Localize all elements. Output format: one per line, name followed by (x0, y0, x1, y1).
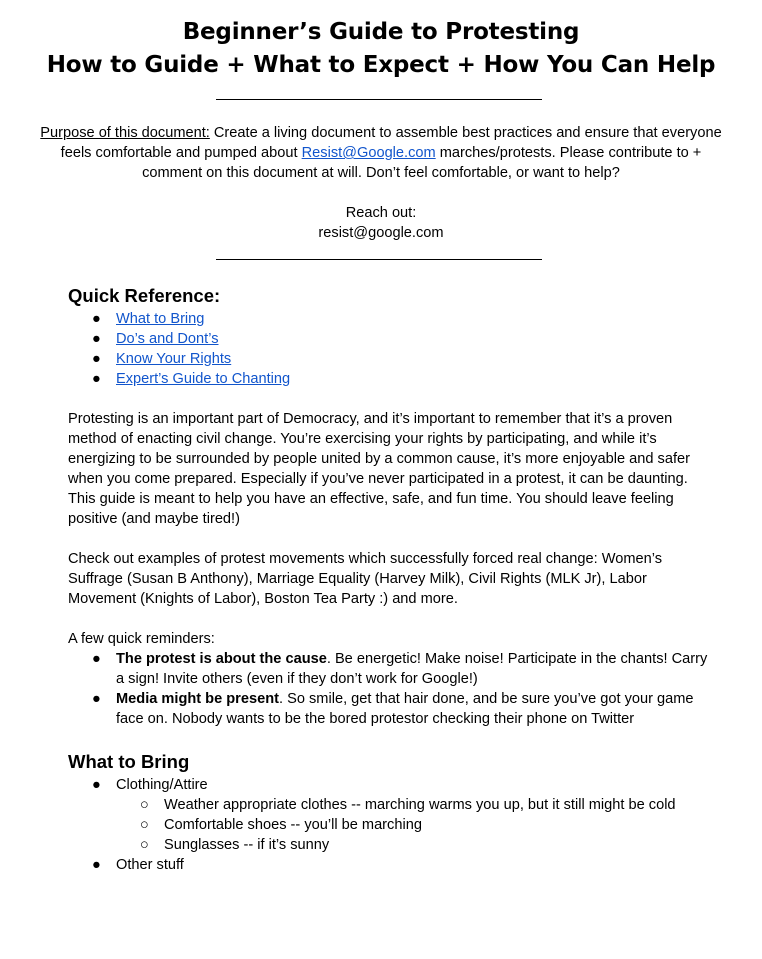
bullet-icon: ● (92, 777, 101, 793)
what-to-bring-list-1 (68, 775, 708, 795)
purpose-label: Purpose of this document: (40, 125, 210, 141)
purpose-text-1: Create a living document to assemble best practices and ensure that everyone feels comfortable and pumped about (60, 125, 722, 161)
bullet-icon: ● (92, 331, 101, 347)
bullet-icon: ● (92, 351, 101, 367)
purpose-paragraph (40, 123, 722, 183)
clothing-item-label: Comfortable shoes -- you’ll be marching (164, 817, 422, 833)
reminders-list (68, 649, 708, 729)
bring-category (68, 775, 708, 795)
what-to-bring-list-2 (68, 855, 708, 875)
clothing-item (68, 795, 708, 815)
document-subtitle: How to Guide + What to Expect + How You Can Help (46, 52, 716, 78)
divider-top (216, 99, 542, 100)
sub-bullet-icon: ○ (140, 837, 149, 853)
document-title: Beginner’s Guide to Protesting (182, 19, 580, 45)
reach-out-label: Reach out: (345, 205, 417, 221)
quick-ref-item (68, 309, 708, 329)
quick-ref-link-chanting-guide[interactable]: Expert’s Guide to Chanting (116, 371, 291, 387)
sub-bullet-icon: ○ (140, 797, 149, 813)
quick-reference-heading: Quick Reference: (68, 285, 221, 306)
quick-ref-item (68, 369, 708, 389)
quick-reference-list (68, 309, 708, 389)
clothing-item (68, 815, 708, 835)
bring-category (68, 855, 708, 875)
intro-paragraph: Protesting is an important part of Democracy, and it’s important to remember that it’s a proven method of enacting civil change. You’re exercising your rights by participating, and while it’s energizing to be surrounded by people united by a common cause, it’s more enjoyable and safer when you come prepared. Especially if you’ve never participated in a protest, it can be daunting. This guide is meant to help you have an effective, safe, and fun time. You should leave feeling positive (and maybe tired!) (68, 411, 690, 527)
quick-ref-item (68, 349, 708, 369)
clothing-item-label: Sunglasses -- if it’s sunny (164, 837, 330, 853)
reminder-bold: The protest is about the cause (116, 651, 327, 667)
divider-bottom (216, 259, 542, 260)
resist-email-link[interactable]: Resist@Google.com (301, 145, 436, 161)
purpose-text-2: marches/protests. Please contribute to + comment on this document at will. Don’t feel comfortable, or want to help? (142, 145, 702, 181)
bullet-icon: ● (92, 691, 101, 707)
bullet-icon: ● (92, 857, 101, 873)
contact-email: resist@google.com (318, 225, 444, 241)
reminder-text: . Be energetic! Make noise! Participate in the chants! Carry a sign! Invite others (even if they don’t work for Google!) (116, 651, 708, 687)
bring-category-label: Other stuff (116, 857, 184, 873)
reminder-bold: Media might be present (116, 691, 279, 707)
reminder-item (68, 649, 708, 689)
clothing-sublist (68, 795, 708, 855)
examples-paragraph: Check out examples of protest movements which successfully forced real change: Women’s Suffrage (Susan B Anthony), Marriage Equality (Harvey Milk), Civil Rights (MLK Jr), Labor Movement (Knights of Labor), Boston Tea Party :) and more. (68, 551, 663, 607)
sub-bullet-icon: ○ (140, 817, 149, 833)
quick-ref-item (68, 329, 708, 349)
bullet-icon: ● (92, 311, 101, 327)
quick-ref-link-what-to-bring[interactable]: What to Bring (116, 311, 205, 327)
quick-ref-link-dos-and-donts[interactable]: Do’s and Dont’s (116, 331, 219, 347)
reminders-intro: A few quick reminders: (68, 631, 215, 647)
what-to-bring-heading: What to Bring (68, 751, 190, 772)
reminder-item (68, 689, 708, 729)
clothing-item-label: Weather appropriate clothes -- marching warms you up, but it still might be cold (164, 797, 676, 813)
bullet-icon: ● (92, 371, 101, 387)
bullet-icon: ● (92, 651, 101, 667)
bring-category-label: Clothing/Attire (116, 777, 208, 793)
clothing-item (68, 835, 708, 855)
reminder-text: . So smile, get that hair done, and be sure you’ve got your game face on. Nobody wants to be the bored protestor checking their phone on Twitter (116, 691, 694, 727)
quick-ref-link-know-your-rights[interactable]: Know Your Rights (116, 351, 232, 367)
